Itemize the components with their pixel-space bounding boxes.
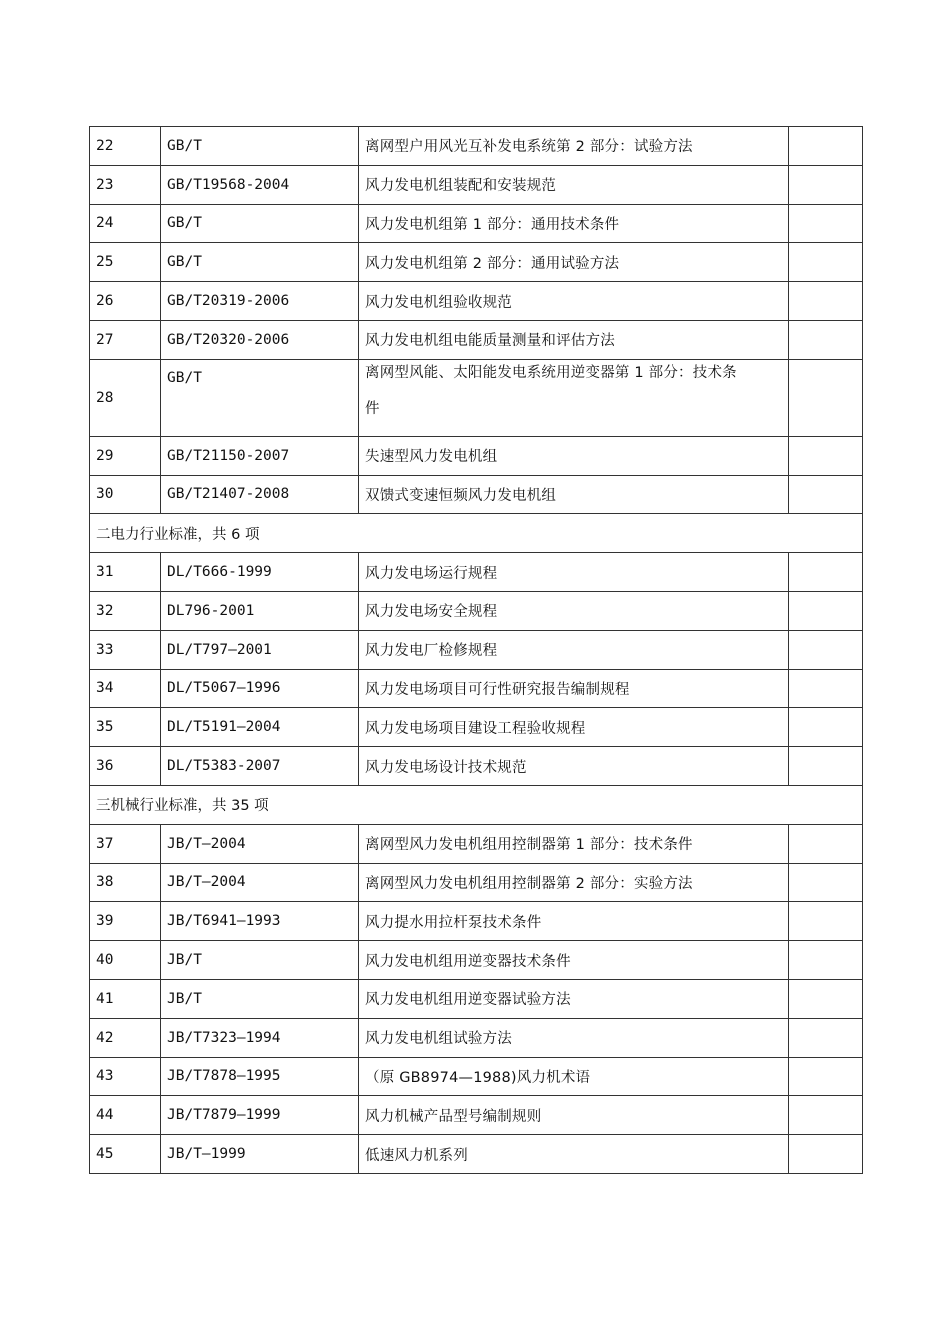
remark-cell	[789, 282, 863, 321]
row-number: 38	[90, 863, 161, 902]
section-row-machinery	[90, 785, 863, 824]
table-row	[90, 553, 863, 592]
row-number: 35	[90, 708, 161, 747]
remark-cell	[789, 1096, 863, 1135]
standard-title: 风力发电机组第 1 部分：通用技术条件	[359, 204, 789, 243]
table-row	[90, 902, 863, 941]
standard-code: GB/T21150-2007	[161, 436, 359, 475]
standard-title: 低速风力机系列	[359, 1135, 789, 1174]
row-number: 29	[90, 436, 161, 475]
standard-title: 风力发电机组用逆变器试验方法	[359, 979, 789, 1018]
section-row-power	[90, 514, 863, 553]
standard-code: DL/T797—2001	[161, 630, 359, 669]
table-row	[90, 204, 863, 243]
standard-title: （原 GB8974—1988)风力机术语	[359, 1057, 789, 1096]
standard-code: GB/T	[161, 243, 359, 282]
standard-code: GB/T19568-2004	[161, 165, 359, 204]
row-number: 40	[90, 941, 161, 980]
standard-title: 风力发电场安全规程	[359, 591, 789, 630]
row-number: 32	[90, 591, 161, 630]
standard-code: DL/T5191—2004	[161, 708, 359, 747]
row-number: 43	[90, 1057, 161, 1096]
table-row	[90, 708, 863, 747]
table-row	[90, 165, 863, 204]
standard-title: 风力发电机组用逆变器技术条件	[359, 941, 789, 980]
row-number: 36	[90, 747, 161, 786]
row-number: 23	[90, 165, 161, 204]
section-heading: 三机械行业标准，共 35 项	[90, 785, 863, 824]
row-number: 28	[90, 359, 161, 436]
row-number: 45	[90, 1135, 161, 1174]
standard-title: 离网型户用风光互补发电系统第 2 部分：试验方法	[359, 127, 789, 166]
standard-code: GB/T	[161, 127, 359, 166]
table-row	[90, 436, 863, 475]
table-row	[90, 1135, 863, 1174]
row-number: 30	[90, 475, 161, 514]
table-row	[90, 591, 863, 630]
standard-code: GB/T20319-2006	[161, 282, 359, 321]
table-row	[90, 127, 863, 166]
standard-title: 风力发电场运行规程	[359, 553, 789, 592]
standards-table	[89, 126, 863, 1174]
remark-cell	[789, 824, 863, 863]
remark-cell	[789, 475, 863, 514]
standard-title: 风力发电场项目可行性研究报告编制规程	[359, 669, 789, 708]
row-number: 24	[90, 204, 161, 243]
remark-cell	[789, 902, 863, 941]
standard-title: 风力发电机组验收规范	[359, 282, 789, 321]
table-row	[90, 669, 863, 708]
remark-cell	[789, 204, 863, 243]
remark-cell	[789, 127, 863, 166]
table-row	[90, 630, 863, 669]
standard-code: JB/T6941—1993	[161, 902, 359, 941]
table-row	[90, 941, 863, 980]
standard-code: JB/T—2004	[161, 863, 359, 902]
table-row	[90, 243, 863, 282]
row-number: 37	[90, 824, 161, 863]
table-row	[90, 1018, 863, 1057]
standard-title: 双馈式变速恒频风力发电机组	[359, 475, 789, 514]
standard-code: GB/T21407-2008	[161, 475, 359, 514]
remark-cell	[789, 669, 863, 708]
standard-title: 风力发电机组电能质量测量和评估方法	[359, 320, 789, 359]
standard-code: DL796-2001	[161, 591, 359, 630]
remark-cell	[789, 165, 863, 204]
table-row	[90, 359, 863, 436]
standard-title: 风力发电机组试验方法	[359, 1018, 789, 1057]
remark-cell	[789, 630, 863, 669]
remark-cell	[789, 243, 863, 282]
remark-cell	[789, 1018, 863, 1057]
standard-code: DL/T666-1999	[161, 553, 359, 592]
table-row	[90, 863, 863, 902]
remark-cell	[789, 708, 863, 747]
standard-code: JB/T—1999	[161, 1135, 359, 1174]
remark-cell	[789, 436, 863, 475]
remark-cell	[789, 979, 863, 1018]
standard-code: DL/T5383-2007	[161, 747, 359, 786]
table-row	[90, 824, 863, 863]
row-number: 41	[90, 979, 161, 1018]
remark-cell	[789, 591, 863, 630]
standard-title: 离网型风力发电机组用控制器第 2 部分：实验方法	[359, 863, 789, 902]
standard-title-line1: 离网型风能、太阳能发电系统用逆变器第 1 部分：技术条	[365, 364, 737, 381]
standard-code: JB/T7879—1999	[161, 1096, 359, 1135]
row-number: 34	[90, 669, 161, 708]
row-number: 42	[90, 1018, 161, 1057]
table-row	[90, 475, 863, 514]
remark-cell	[789, 941, 863, 980]
table-row	[90, 282, 863, 321]
row-number: 31	[90, 553, 161, 592]
remark-cell	[789, 1057, 863, 1096]
standard-code: DL/T5067—1996	[161, 669, 359, 708]
row-number: 27	[90, 320, 161, 359]
standard-title: 失速型风力发电机组	[359, 436, 789, 475]
row-number: 39	[90, 902, 161, 941]
standard-title-line2: 件	[365, 400, 380, 417]
remark-cell	[789, 863, 863, 902]
row-number: 22	[90, 127, 161, 166]
standard-code: JB/T	[161, 979, 359, 1018]
table-row	[90, 747, 863, 786]
row-number: 25	[90, 243, 161, 282]
standard-code: JB/T	[161, 941, 359, 980]
section-heading: 二电力行业标准，共 6 项	[90, 514, 863, 553]
remark-cell	[789, 320, 863, 359]
row-number: 44	[90, 1096, 161, 1135]
standard-title: 风力机械产品型号编制规则	[359, 1096, 789, 1135]
table-row	[90, 1096, 863, 1135]
remark-cell	[789, 359, 863, 436]
remark-cell	[789, 1135, 863, 1174]
table-row	[90, 1057, 863, 1096]
table-row	[90, 979, 863, 1018]
standard-code: JB/T7323—1994	[161, 1018, 359, 1057]
standard-code: GB/T	[161, 359, 359, 436]
remark-cell	[789, 747, 863, 786]
standard-title: 风力发电厂检修规程	[359, 630, 789, 669]
standard-code: JB/T7878—1995	[161, 1057, 359, 1096]
standard-title: 风力提水用拉杆泵技术条件	[359, 902, 789, 941]
standard-title: 风力发电场项目建设工程验收规程	[359, 708, 789, 747]
standard-title: 风力发电机组第 2 部分：通用试验方法	[359, 243, 789, 282]
standard-code: GB/T20320-2006	[161, 320, 359, 359]
standard-title	[359, 359, 789, 436]
standard-title: 风力发电场设计技术规范	[359, 747, 789, 786]
standard-code: JB/T—2004	[161, 824, 359, 863]
standard-code: GB/T	[161, 204, 359, 243]
standard-title: 风力发电机组装配和安装规范	[359, 165, 789, 204]
row-number: 33	[90, 630, 161, 669]
row-number: 26	[90, 282, 161, 321]
table-row	[90, 320, 863, 359]
standard-title: 离网型风力发电机组用控制器第 1 部分：技术条件	[359, 824, 789, 863]
remark-cell	[789, 553, 863, 592]
